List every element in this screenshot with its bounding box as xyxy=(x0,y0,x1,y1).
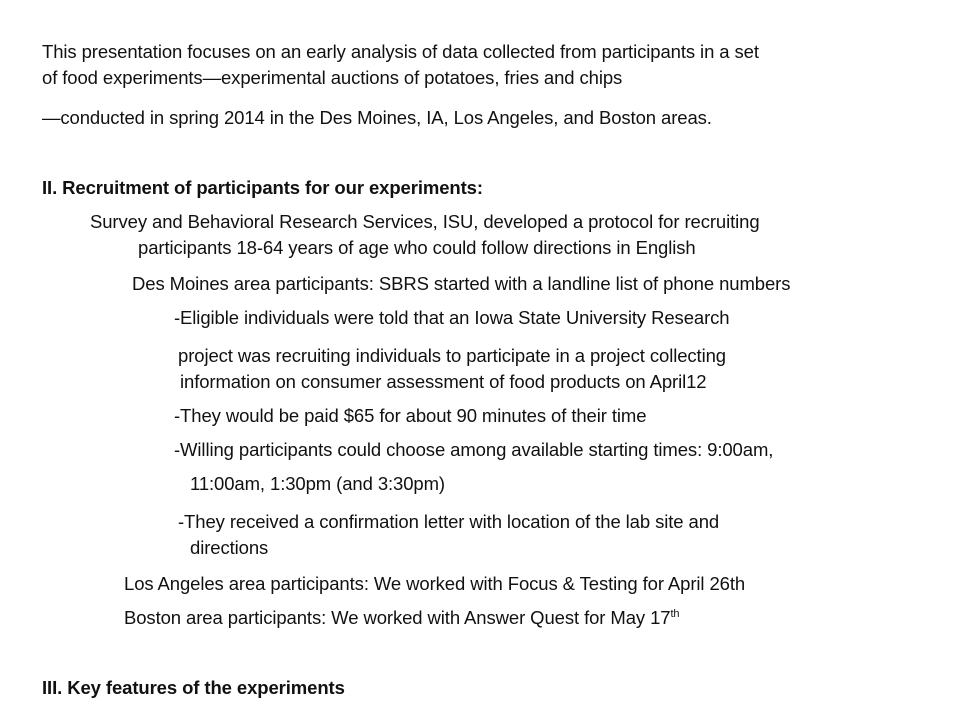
section-2-heading: II. Recruitment of participants for our experiments: xyxy=(42,177,483,198)
bullet-times-cont: 11:00am, 1:30pm (and 3:30pm) xyxy=(190,473,445,494)
des-moines-line: Des Moines area participants: SBRS started with a landline list of phone numbers xyxy=(132,273,791,294)
bullet-paid: -They would be paid $65 for about 90 minutes of their time xyxy=(174,405,647,426)
bullet-confirmation: -They received a confirmation letter with location of the lab site and xyxy=(178,511,720,532)
bullet-times: -Willing participants could choose among available starting times: 9:00am, xyxy=(174,439,774,460)
section-3-heading: III. Key features of the experiments xyxy=(42,677,345,698)
los-angeles-line: Los Angeles area participants: We worked with Focus & Testing for April 26th xyxy=(124,573,746,594)
intro-line-2: of food experiments—experimental auctions of potatoes, fries and chips xyxy=(42,67,623,88)
survey-line-1: Survey and Behavioral Research Services, ISU, developed a protocol for recruiting xyxy=(90,211,760,232)
intro-line-3: —conducted in spring 2014 in the Des Moines, IA, Los Angeles, and Boston areas. xyxy=(42,107,712,128)
survey-line-2: participants 18-64 years of age who could follow directions in English xyxy=(138,237,696,258)
bullet-eligible-cont-1: project was recruiting individuals to participate in a project collecting xyxy=(178,345,726,366)
bullet-eligible-cont-2: information on consumer assessment of food products on April12 xyxy=(180,371,707,392)
bullet-confirmation-cont: directions xyxy=(190,537,269,558)
boston-superscript: th xyxy=(670,607,680,620)
intro-line-1: This presentation focuses on an early analysis of data collected from participants in a set xyxy=(42,41,759,62)
boston-line xyxy=(124,606,679,630)
bullet-eligible: -Eligible individuals were told that an Iowa State University Research xyxy=(174,307,730,328)
boston-text: Boston area participants: We worked with Answer Quest for May 17 xyxy=(124,607,671,628)
